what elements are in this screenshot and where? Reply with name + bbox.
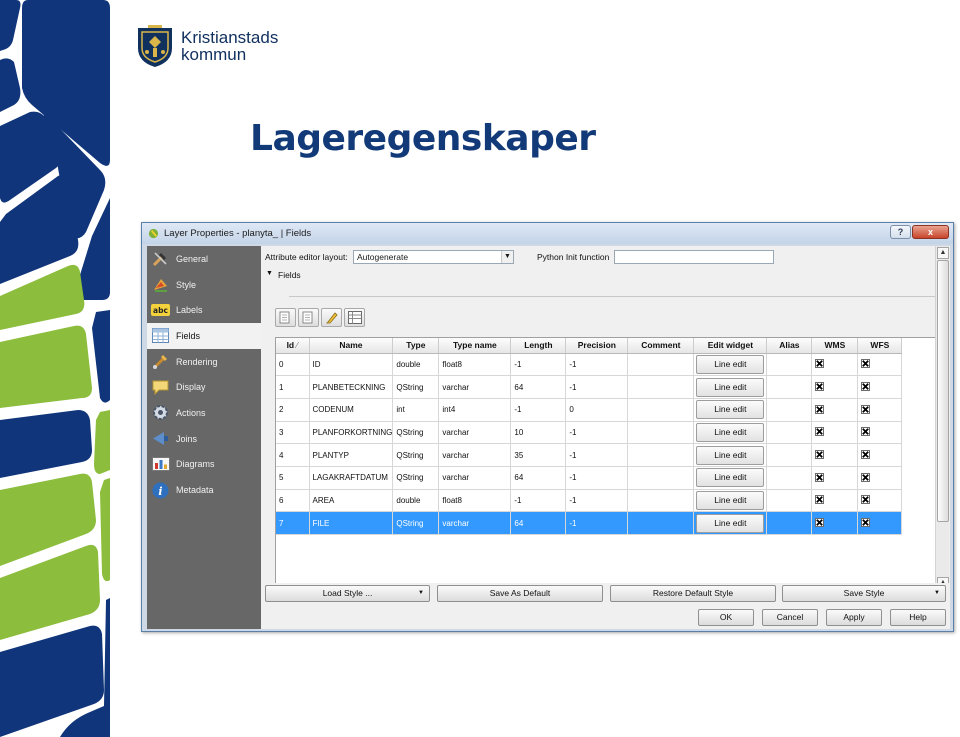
- column-header-wms[interactable]: WMS: [812, 338, 858, 353]
- field-comment-cell[interactable]: [628, 444, 694, 467]
- sidebar-item-general[interactable]: [147, 246, 261, 272]
- field-type-cell[interactable]: double: [393, 489, 439, 512]
- toggle-editing-button[interactable]: [321, 308, 342, 327]
- wms-checkbox[interactable]: [815, 518, 824, 527]
- field-precision-cell[interactable]: -1: [566, 353, 628, 376]
- layer-properties-window: [141, 222, 954, 632]
- wms-checkbox[interactable]: [815, 450, 824, 459]
- field-type-cell[interactable]: QString: [393, 421, 439, 444]
- svg-text:abc: abc: [153, 306, 168, 316]
- field-name-cell[interactable]: FILE: [309, 512, 393, 535]
- fields-group-label: Fields: [278, 270, 301, 280]
- field-length-cell[interactable]: -1: [511, 353, 566, 376]
- table-row[interactable]: [276, 512, 902, 535]
- display-icon: [151, 379, 170, 396]
- ok-button[interactable]: OK: [698, 609, 754, 626]
- column-header-precision[interactable]: Precision: [566, 338, 628, 353]
- field-alias-cell[interactable]: [767, 353, 812, 376]
- field-type-name-cell[interactable]: varchar: [439, 376, 511, 399]
- pencil-icon: [325, 311, 338, 324]
- column-header-edit-widget[interactable]: Edit widget: [694, 338, 767, 353]
- attribute-editor-layout-label: Attribute editor layout:: [265, 252, 348, 262]
- wfs-checkbox[interactable]: [861, 427, 870, 436]
- wfs-checkbox[interactable]: [861, 518, 870, 527]
- line-edit-button[interactable]: Line edit: [696, 423, 764, 442]
- wfs-checkbox[interactable]: [861, 495, 870, 504]
- wms-checkbox[interactable]: [815, 427, 824, 436]
- field-id-cell[interactable]: 2: [276, 398, 309, 421]
- field-type-name-cell[interactable]: int4: [439, 398, 511, 421]
- dropdown-arrow-icon: ▼: [934, 590, 940, 596]
- delete-column-button[interactable]: [298, 308, 319, 327]
- line-edit-button[interactable]: Line edit: [696, 378, 764, 397]
- sidebar-item-label: Style: [176, 279, 197, 290]
- field-edit-widget-cell: [694, 421, 767, 444]
- sidebar-item-label: Diagrams: [176, 459, 215, 470]
- field-type-name-cell[interactable]: float8: [439, 353, 511, 376]
- chevron-down-icon: ▼: [501, 251, 513, 263]
- wfs-checkbox[interactable]: [861, 450, 870, 459]
- wfs-checkbox[interactable]: [861, 382, 870, 391]
- help-button[interactable]: Help: [890, 609, 946, 626]
- field-type-cell[interactable]: QString: [393, 512, 439, 535]
- table-row[interactable]: [276, 489, 902, 512]
- new-column-button[interactable]: [275, 308, 296, 327]
- field-name-cell[interactable]: PLANBETECKNING: [309, 376, 393, 399]
- sidebar-item-actions[interactable]: [147, 400, 261, 426]
- field-wfs-cell: [858, 489, 902, 512]
- sidebar: [147, 246, 261, 629]
- field-alias-cell[interactable]: [767, 466, 812, 489]
- delete-column-icon: [302, 311, 315, 324]
- field-type-name-cell[interactable]: varchar: [439, 421, 511, 444]
- save-style-button[interactable]: [782, 585, 946, 602]
- wms-checkbox[interactable]: [815, 405, 824, 414]
- field-length-cell[interactable]: 64: [511, 376, 566, 399]
- field-type-cell[interactable]: double: [393, 353, 439, 376]
- help-question-icon[interactable]: ?: [890, 225, 911, 239]
- field-length-cell[interactable]: 35: [511, 444, 566, 467]
- qgis-app-icon: [148, 228, 159, 239]
- field-type-cell[interactable]: int: [393, 398, 439, 421]
- sidebar-item-rendering[interactable]: [147, 349, 261, 375]
- field-id-cell[interactable]: 7: [276, 512, 309, 535]
- actions-icon: [151, 404, 170, 421]
- labels-icon: [151, 302, 170, 319]
- coat-of-arms-icon: [136, 24, 174, 68]
- field-wms-cell: [812, 421, 858, 444]
- cancel-button[interactable]: Cancel: [762, 609, 818, 626]
- wfs-checkbox[interactable]: [861, 359, 870, 368]
- sidebar-item-label: Actions: [176, 407, 206, 418]
- field-alias-cell[interactable]: [767, 512, 812, 535]
- line-edit-button[interactable]: Line edit: [696, 355, 764, 374]
- wms-checkbox[interactable]: [815, 382, 824, 391]
- field-precision-cell[interactable]: -1: [566, 444, 628, 467]
- load-style-label: Load Style ...: [322, 588, 373, 598]
- field-type-name-cell[interactable]: varchar: [439, 444, 511, 467]
- wms-checkbox[interactable]: [815, 473, 824, 482]
- wfs-checkbox[interactable]: [861, 473, 870, 482]
- field-id-cell[interactable]: 3: [276, 421, 309, 444]
- table-row[interactable]: [276, 353, 902, 376]
- field-wms-cell: [812, 398, 858, 421]
- rendering-icon: [151, 353, 170, 370]
- apply-button[interactable]: Apply: [826, 609, 882, 626]
- scroll-up-icon[interactable]: ▲: [937, 247, 949, 259]
- joins-icon: [151, 430, 170, 447]
- field-name-cell[interactable]: CODENUM: [309, 398, 393, 421]
- sidebar-item-joins[interactable]: [147, 426, 261, 452]
- fields-panel: [261, 246, 950, 600]
- sidebar-item-label: Metadata: [176, 485, 214, 496]
- field-type-name-cell[interactable]: varchar: [439, 512, 511, 535]
- window-title: Layer Properties - planyta_ | Fields: [164, 228, 312, 239]
- field-wfs-cell: [858, 512, 902, 535]
- scrollbar-thumb[interactable]: [937, 260, 949, 522]
- column-header-label: Id: [286, 340, 295, 351]
- field-comment-cell[interactable]: [628, 489, 694, 512]
- field-id-cell[interactable]: 5: [276, 466, 309, 489]
- python-init-function-label: Python Init function: [537, 252, 610, 262]
- field-alias-cell[interactable]: [767, 421, 812, 444]
- svg-text:i: i: [158, 484, 163, 498]
- restore-default-style-button[interactable]: Restore Default Style: [610, 585, 776, 602]
- save-style-label: Save Style: [843, 588, 885, 598]
- wms-checkbox[interactable]: [815, 359, 824, 368]
- field-length-cell[interactable]: -1: [511, 489, 566, 512]
- field-name-cell[interactable]: AREA: [309, 489, 393, 512]
- field-name-cell[interactable]: LAGAKRAFTDATUM: [309, 466, 393, 489]
- field-edit-widget-cell: [694, 512, 767, 535]
- sidebar-item-labels[interactable]: [147, 297, 261, 323]
- window-titlebar[interactable]: [142, 223, 953, 244]
- column-header-comment[interactable]: Comment: [628, 338, 694, 353]
- python-init-function-input[interactable]: [614, 250, 774, 264]
- table-body: [276, 353, 902, 535]
- field-comment-cell[interactable]: [628, 512, 694, 535]
- field-alias-cell[interactable]: [767, 444, 812, 467]
- field-precision-cell[interactable]: -1: [566, 512, 628, 535]
- field-length-cell[interactable]: 64: [511, 512, 566, 535]
- bottom-button-bar: [261, 583, 950, 629]
- column-header-name[interactable]: Name: [309, 338, 393, 353]
- logo-line-2: kommun: [181, 45, 247, 64]
- wfs-checkbox[interactable]: [861, 405, 870, 414]
- field-wfs-cell: [858, 444, 902, 467]
- fields-group-divider: [289, 296, 935, 297]
- logo-text: [181, 29, 278, 63]
- line-edit-button[interactable]: Line edit: [696, 491, 764, 510]
- field-id-cell[interactable]: 4: [276, 444, 309, 467]
- field-edit-widget-cell: [694, 466, 767, 489]
- field-comment-cell[interactable]: [628, 398, 694, 421]
- field-id-cell[interactable]: 0: [276, 353, 309, 376]
- field-wfs-cell: [858, 466, 902, 489]
- field-alias-cell[interactable]: [767, 398, 812, 421]
- sidebar-item-label: Display: [176, 382, 206, 393]
- field-edit-widget-cell: [694, 398, 767, 421]
- field-type-name-cell[interactable]: float8: [439, 489, 511, 512]
- field-wms-cell: [812, 466, 858, 489]
- style-icon: [151, 276, 170, 293]
- field-wms-cell: [812, 376, 858, 399]
- field-precision-cell[interactable]: -1: [566, 421, 628, 444]
- field-name-cell[interactable]: PLANTYP: [309, 444, 393, 467]
- field-wms-cell: [812, 489, 858, 512]
- table-row[interactable]: [276, 376, 902, 399]
- sidebar-item-fields[interactable]: [147, 323, 261, 349]
- diagrams-icon: [151, 456, 170, 473]
- field-id-cell[interactable]: 6: [276, 489, 309, 512]
- field-comment-cell[interactable]: [628, 466, 694, 489]
- field-edit-widget-cell: [694, 353, 767, 376]
- field-wfs-cell: [858, 398, 902, 421]
- field-wfs-cell: [858, 353, 902, 376]
- field-precision-cell[interactable]: -1: [566, 489, 628, 512]
- fields-table: [275, 337, 937, 599]
- field-edit-widget-cell: [694, 489, 767, 512]
- table-row[interactable]: [276, 421, 902, 444]
- column-header-alias[interactable]: Alias: [767, 338, 812, 353]
- column-header-length[interactable]: Length: [511, 338, 566, 353]
- field-wfs-cell: [858, 421, 902, 444]
- field-wms-cell: [812, 512, 858, 535]
- line-edit-button[interactable]: Line edit: [696, 446, 764, 465]
- slide-title: Lageregenskaper: [250, 118, 596, 159]
- logo-line-1: Kristianstads: [181, 28, 279, 47]
- metadata-icon: [151, 482, 170, 499]
- layout-select-value: Autogenerate: [357, 252, 409, 262]
- field-edit-widget-cell: [694, 376, 767, 399]
- field-alias-cell[interactable]: [767, 376, 812, 399]
- column-header-type-name[interactable]: Type name: [439, 338, 511, 353]
- wms-checkbox[interactable]: [815, 495, 824, 504]
- field-name-cell[interactable]: PLANFORKORTNING: [309, 421, 393, 444]
- sidebar-item-metadata[interactable]: [147, 477, 261, 503]
- save-as-default-button[interactable]: Save As Default: [437, 585, 603, 602]
- field-alias-cell[interactable]: [767, 489, 812, 512]
- field-id-cell[interactable]: 1: [276, 376, 309, 399]
- load-style-button[interactable]: [265, 585, 430, 602]
- dropdown-arrow-icon: ▼: [418, 590, 424, 596]
- logo: [136, 24, 278, 68]
- field-comment-cell[interactable]: [628, 421, 694, 444]
- field-precision-cell[interactable]: -1: [566, 466, 628, 489]
- fields-grid: [276, 338, 902, 535]
- sidebar-item-label: General: [176, 253, 209, 264]
- field-type-cell[interactable]: QString: [393, 376, 439, 399]
- table-row[interactable]: [276, 466, 902, 489]
- field-length-cell[interactable]: -1: [511, 398, 566, 421]
- field-wfs-cell: [858, 376, 902, 399]
- new-column-icon: [279, 311, 292, 324]
- field-calculator-icon: [348, 311, 362, 324]
- field-wms-cell: [812, 444, 858, 467]
- table-row[interactable]: [276, 398, 902, 421]
- sidebar-item-style[interactable]: [147, 272, 261, 298]
- field-length-cell[interactable]: 64: [511, 466, 566, 489]
- column-header-id[interactable]: Id ⁄: [276, 338, 309, 353]
- line-edit-button[interactable]: Line edit: [696, 514, 764, 533]
- field-type-cell[interactable]: QString: [393, 466, 439, 489]
- sidebar-item-diagrams[interactable]: [147, 452, 261, 478]
- fields-collapse-icon[interactable]: ▼: [266, 270, 273, 277]
- field-length-cell[interactable]: 10: [511, 421, 566, 444]
- close-icon[interactable]: x: [912, 225, 949, 239]
- table-row[interactable]: [276, 444, 902, 467]
- field-comment-cell[interactable]: [628, 353, 694, 376]
- field-name-cell[interactable]: ID: [309, 353, 393, 376]
- column-header-wfs[interactable]: WFS: [858, 338, 902, 353]
- fields-icon: [151, 327, 170, 344]
- field-type-name-cell[interactable]: varchar: [439, 466, 511, 489]
- field-precision-cell[interactable]: -1: [566, 376, 628, 399]
- attribute-editor-layout-select[interactable]: [353, 250, 514, 264]
- field-calculator-button[interactable]: [344, 308, 365, 327]
- column-header-type[interactable]: Type: [393, 338, 439, 353]
- field-wms-cell: [812, 353, 858, 376]
- vertical-scrollbar[interactable]: [935, 246, 949, 600]
- table-header-row: [276, 338, 902, 353]
- mosaic-decoration: [0, 0, 115, 737]
- field-edit-widget-cell: [694, 444, 767, 467]
- sidebar-item-label: Labels: [176, 305, 203, 316]
- sidebar-item-label: Rendering: [176, 356, 218, 367]
- field-type-cell[interactable]: QString: [393, 444, 439, 467]
- sidebar-item-label: Joins: [176, 433, 198, 444]
- field-comment-cell[interactable]: [628, 376, 694, 399]
- line-edit-button[interactable]: Line edit: [696, 468, 764, 487]
- line-edit-button[interactable]: Line edit: [696, 400, 764, 419]
- sidebar-item-display[interactable]: [147, 374, 261, 400]
- general-icon: [151, 250, 170, 267]
- sidebar-item-label: Fields: [176, 330, 201, 341]
- field-precision-cell[interactable]: 0: [566, 398, 628, 421]
